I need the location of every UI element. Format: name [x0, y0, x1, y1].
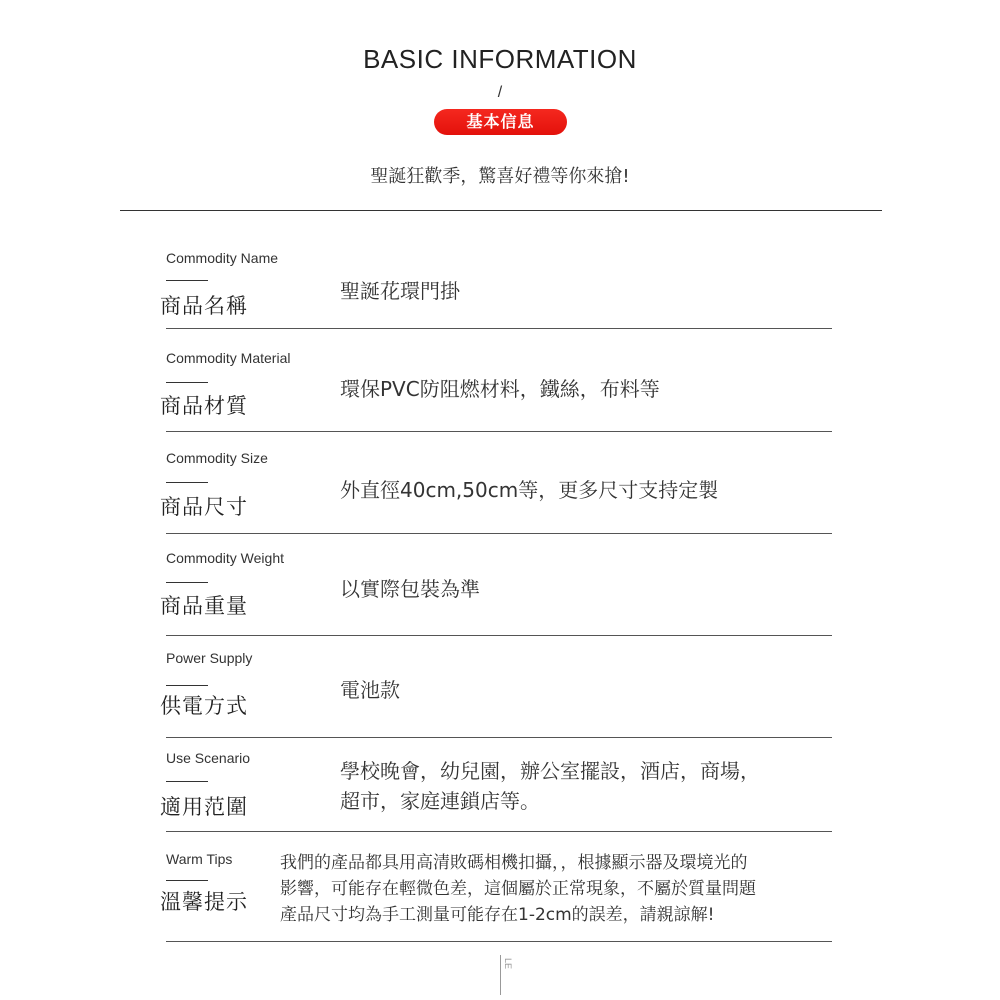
info-row-warm-tips	[160, 851, 832, 943]
row-label-zh: 商品名稱	[160, 294, 248, 318]
row-label-zh: 溫馨提示	[160, 890, 248, 914]
info-row-power-supply	[160, 650, 832, 738]
row-divider	[166, 831, 832, 832]
header-badge: 基本信息	[434, 109, 567, 135]
info-row-commodity-weight	[160, 550, 832, 636]
info-row-commodity-name	[160, 250, 832, 330]
header-title: BASIC INFORMATION	[363, 44, 637, 74]
row-label-dash	[166, 781, 208, 782]
tips-line-1: 我們的產品都具用高清敗碼相機扣攝，，根據顯示器及環境光的	[280, 853, 748, 873]
row-value: 聖誕花環門掛	[340, 279, 460, 303]
row-divider	[166, 328, 832, 329]
row-value: 環保PVC防阻燃材料，鐵絲，布料等	[340, 377, 660, 401]
row-label-dash	[166, 482, 208, 483]
row-label-zh: 適用范圍	[160, 795, 248, 819]
row-divider	[166, 431, 832, 432]
row-label-zh: 商品材質	[160, 394, 248, 418]
row-label-zh: 供電方式	[160, 694, 248, 718]
row-label-dash	[166, 880, 208, 881]
tips-line-3: 產品尺寸均為手工測量可能存在1-2cm的誤差，請親諒解!	[280, 905, 715, 925]
row-divider	[166, 941, 832, 942]
row-label-en: Commodity Name	[166, 250, 279, 266]
row-value: 以實際包裝為準	[340, 577, 480, 601]
row-value: 電池款	[340, 678, 400, 702]
row-divider	[166, 737, 832, 738]
info-row-commodity-size	[160, 450, 832, 534]
row-label-en: Commodity Weight	[166, 550, 285, 566]
bottom-mark-line	[500, 955, 501, 995]
row-label-en: Warm Tips	[166, 851, 233, 867]
tips-line-2: 影響，可能存在輕微色差，這個屬於正常現象，不屬於質量問題	[280, 879, 756, 899]
bottom-mark-text: LE	[503, 958, 513, 970]
row-label-en: Commodity Size	[166, 450, 268, 466]
row-label-dash	[166, 382, 208, 383]
top-divider	[120, 210, 882, 211]
row-label-zh: 商品尺寸	[160, 495, 248, 519]
header-slash: /	[497, 84, 503, 101]
row-value-line-1: 學校晚會，幼兒園，辦公室擺設，酒店，商場，	[340, 759, 760, 783]
row-label-en: Use Scenario	[166, 750, 251, 766]
row-value-line-2: 超市，家庭連鎖店等。	[340, 789, 540, 813]
row-label-zh: 商品重量	[160, 594, 248, 618]
row-label-dash	[166, 280, 208, 281]
row-label-dash	[166, 685, 208, 686]
row-label-en: Power Supply	[166, 650, 253, 666]
row-label-en: Commodity Material	[166, 350, 291, 366]
row-value: 外直徑40cm,50cm等，更多尺寸支持定製	[340, 478, 719, 502]
row-divider	[166, 533, 832, 534]
header-subtitle: 聖誕狂歡季，驚喜好禮等你來搶!	[370, 166, 630, 187]
row-label-dash	[166, 582, 208, 583]
info-row-commodity-material	[160, 350, 832, 432]
info-row-use-scenario	[160, 750, 832, 832]
row-divider	[166, 635, 832, 636]
